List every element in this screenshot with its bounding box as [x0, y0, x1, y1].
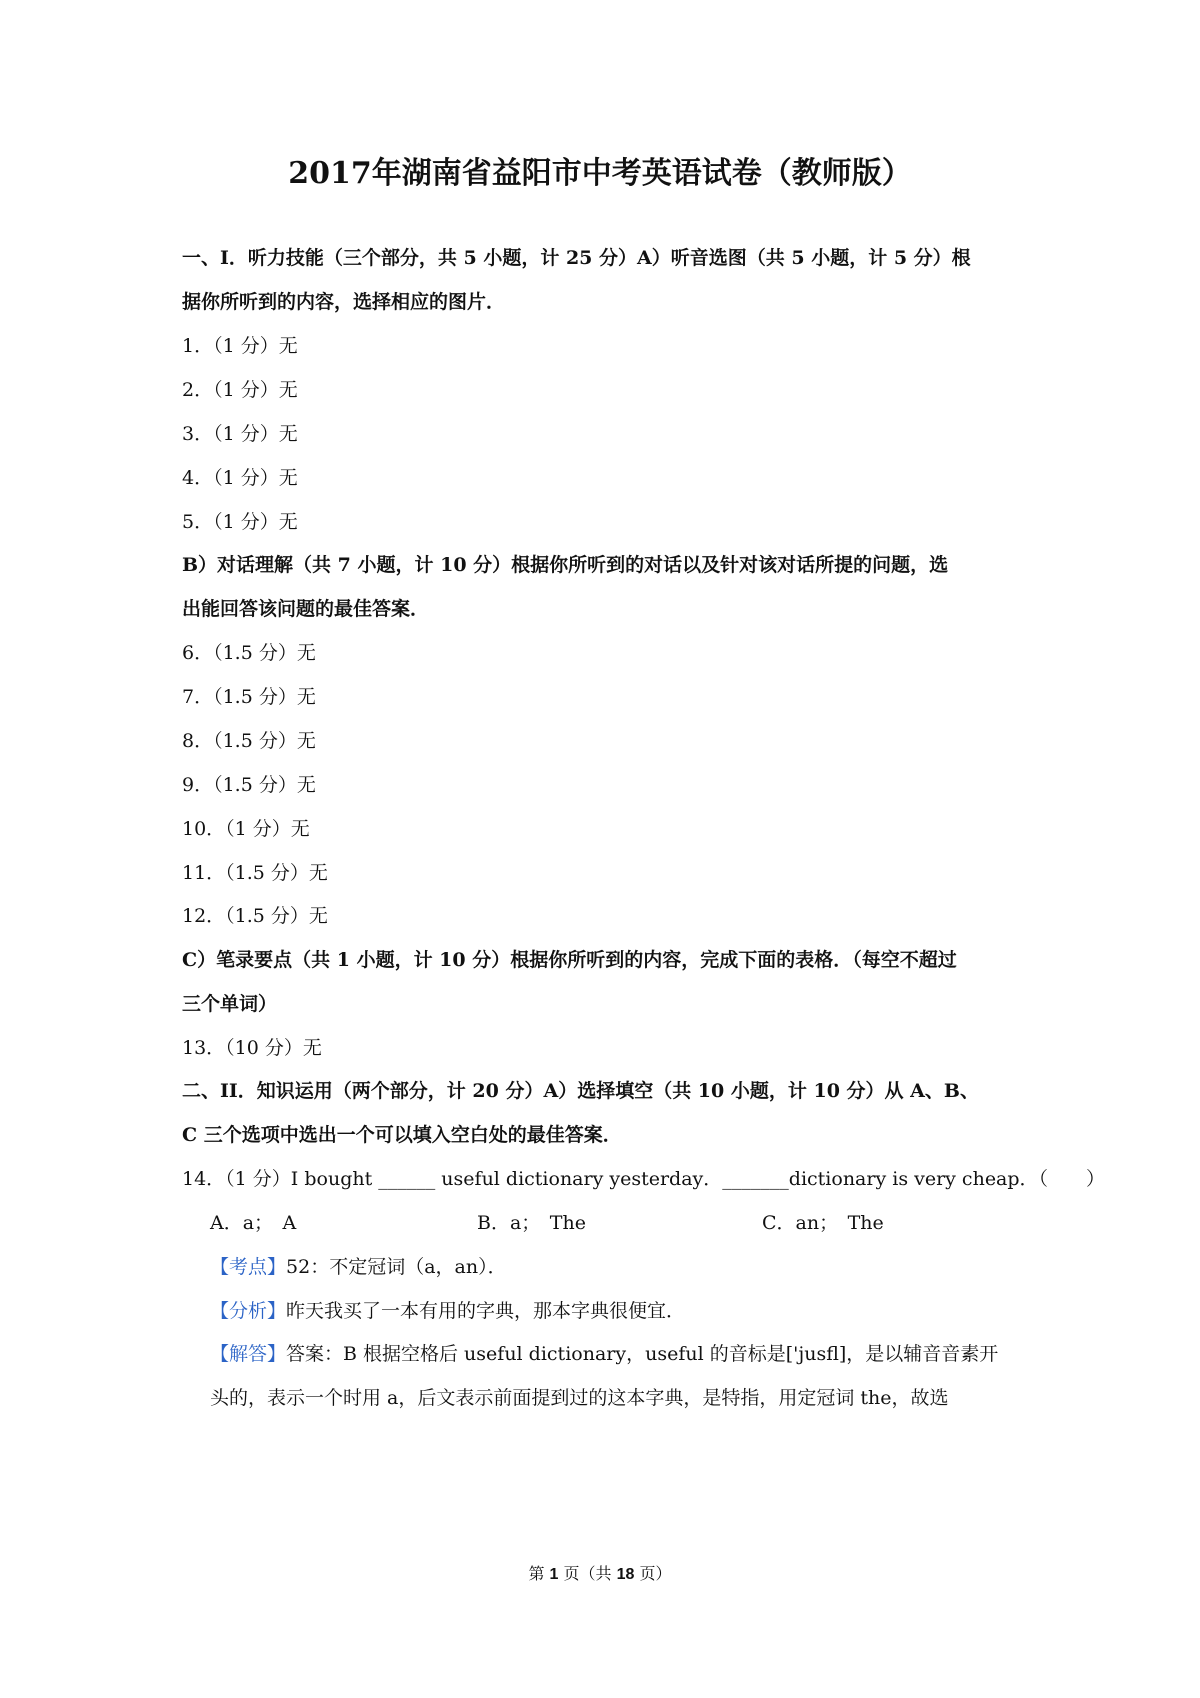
option-c: C．an； The: [762, 1212, 884, 1234]
option-a: A．a； A: [210, 1212, 297, 1234]
kaodian-tag: 【考点】: [210, 1256, 287, 1278]
question-item: 6．（1.5 分）无: [182, 642, 316, 664]
footer-suffix: 页）: [634, 1564, 672, 1583]
jieda-text-line1: 答案：B 根据空格后 useful dictionary，useful 的音标是['jusfl]，是以辅音音素开: [286, 1343, 999, 1365]
question-item: 11．（1.5 分）无: [182, 862, 328, 884]
jieda-text-line2: 头的，表示一个时用 a，后文表示前面提到过的这本字典，是特指，用定冠词 the，故选: [210, 1387, 949, 1409]
fenxi-row: [210, 1297, 685, 1325]
partB-heading-line1: B）对话理解（共 7 小题，计 10 分）根据你所听到的对话以及针对该对话所提的问题，选: [182, 554, 949, 576]
question-item: 9．（1.5 分）无: [182, 774, 316, 796]
footer-prefix: 第: [528, 1564, 550, 1583]
option-b: B．a； The: [477, 1212, 586, 1234]
jieda-tag: 【解答】: [210, 1343, 287, 1365]
footer-total-pages: 18: [616, 1566, 635, 1583]
partC-heading-line1: C）笔录要点（共 1 小题，计 10 分）根据你所听到的内容，完成下面的表格．（每空不超过: [182, 949, 957, 971]
fenxi-text: 昨天我买了一本有用的字典，那本字典很便宜．: [286, 1300, 686, 1322]
question-item: 7．（1.5 分）无: [182, 686, 316, 708]
kaodian-text: 52：不定冠词（a，an）．: [286, 1256, 507, 1278]
question-item: 12．（1.5 分）无: [182, 905, 328, 927]
fenxi-tag: 【分析】: [210, 1300, 287, 1322]
question-14: 14．（1 分）I bought ______ useful dictionary yesterday．_______dictionary is very cheap．（ ）: [182, 1168, 1106, 1190]
section1-heading-line1: 一、I．听力技能（三个部分，共 5 小题，计 25 分）A）听音选图（共 5 小题，计 5 分）根: [182, 247, 971, 269]
partB-heading-line2: 出能回答该问题的最佳答案．: [182, 598, 430, 620]
footer-page-number: 1: [549, 1566, 559, 1583]
kaodian-row: [210, 1253, 507, 1281]
jieda-row: [210, 1340, 998, 1368]
section1-heading-line2: 据你所听到的内容，选择相应的图片．: [182, 291, 506, 313]
section2-heading-line2: C 三个选项中选出一个可以填入空白处的最佳答案．: [182, 1124, 622, 1146]
question-item: 4．（1 分）无: [182, 467, 298, 489]
question-item: 8．（1.5 分）无: [182, 730, 316, 752]
question-item: 2．（1 分）无: [182, 379, 298, 401]
question-item: 13．（10 分）无: [182, 1037, 322, 1059]
question-item: 10．（1 分）无: [182, 818, 310, 840]
partC-heading-line2: 三个单词）: [182, 993, 278, 1015]
page-title: 2017年湖南省益阳市中考英语试卷（教师版）: [288, 156, 912, 191]
section2-heading-line1: 二、II．知识运用（两个部分，计 20 分）A）选择填空（共 10 小题，计 10 分）从 A、B、: [182, 1080, 979, 1102]
page-footer: [0, 1562, 1200, 1587]
question-item: 1．（1 分）无: [182, 335, 298, 357]
question-item: 3．（1 分）无: [182, 423, 298, 445]
footer-middle: 页（共: [558, 1564, 617, 1583]
question-item: 5．（1 分）无: [182, 511, 298, 533]
